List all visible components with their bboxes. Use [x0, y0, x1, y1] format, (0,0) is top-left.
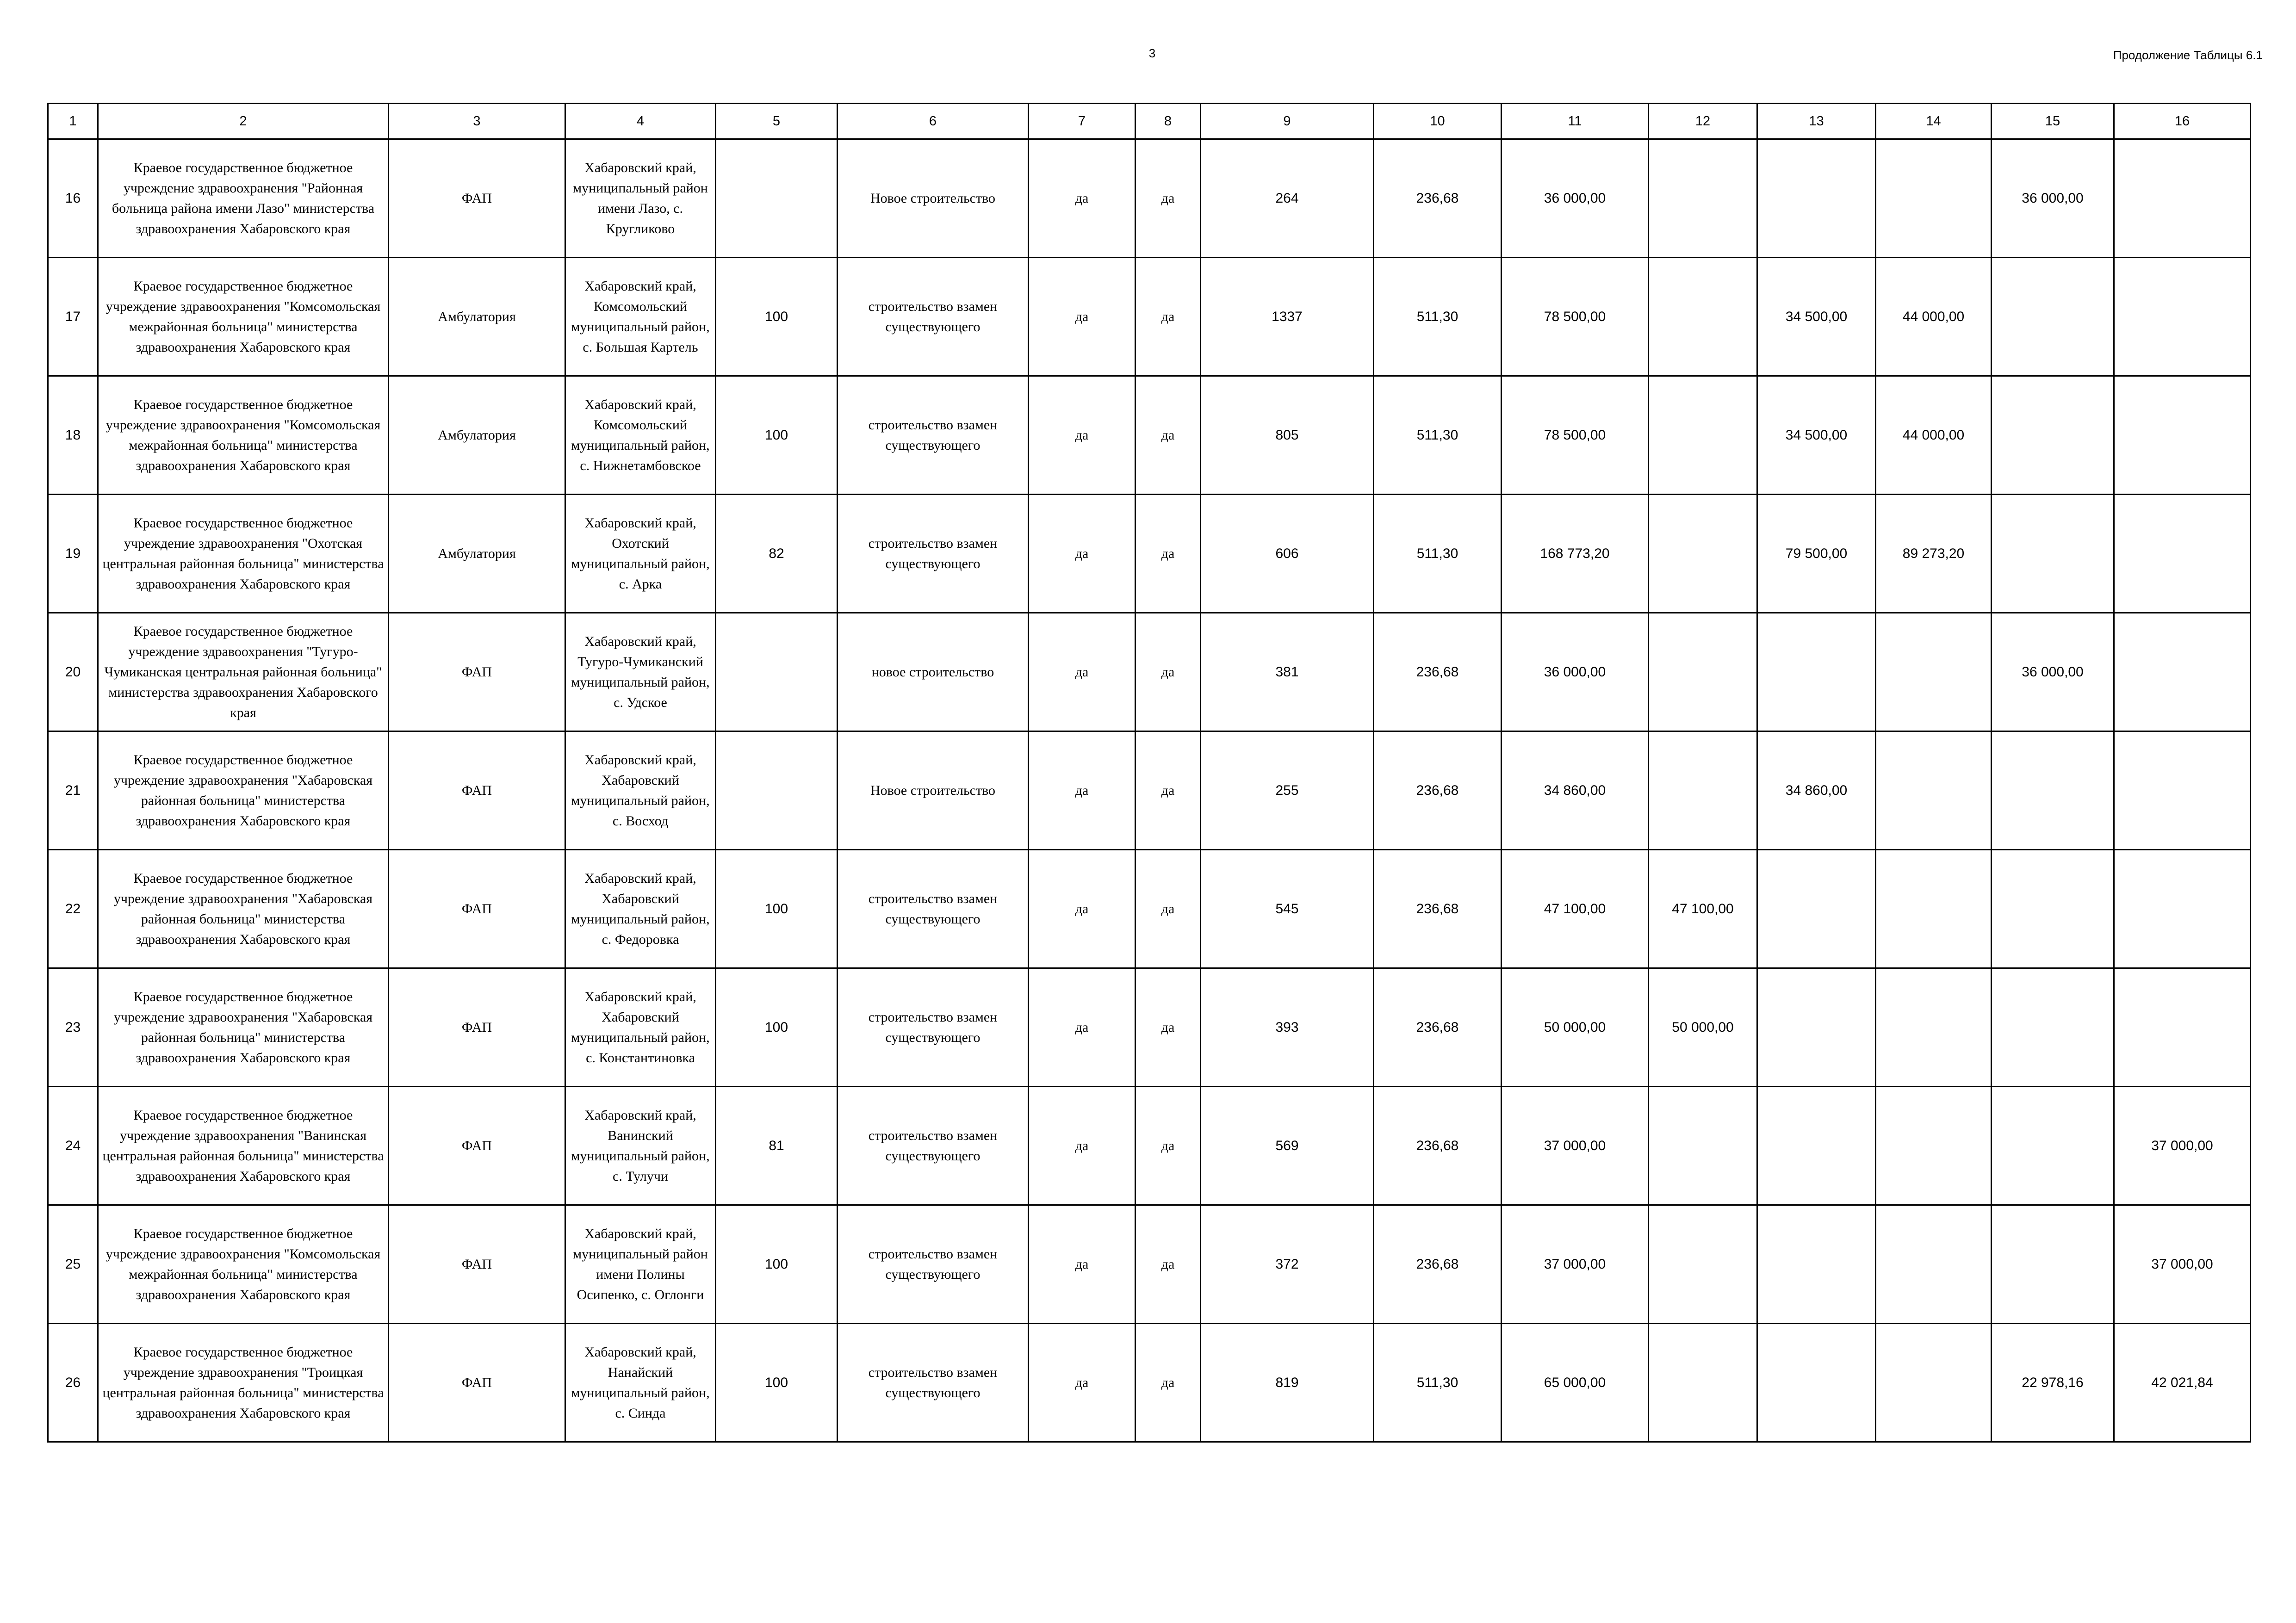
table-cell-col-1: 26 [48, 1324, 98, 1442]
table-row [48, 376, 2251, 495]
table-cell-col-2: Краевое государственное бюджетное учреждение здравоохранения "Хабаровская районная больница" министерства здравоохранения Хабаровского края [98, 850, 389, 968]
table-cell-col-1: 20 [48, 613, 98, 731]
table-cell-col-13: 34 500,00 [1757, 258, 1876, 376]
table-cell-col-3: ФАП [389, 613, 565, 731]
table-cell-col-9: 255 [1201, 731, 1374, 850]
table-cell-col-3: Амбулатория [389, 258, 565, 376]
table-cell-col-9: 264 [1201, 139, 1374, 258]
table-cell-col-11: 65 000,00 [1502, 1324, 1649, 1442]
table-cell-col-14 [1876, 731, 1992, 850]
table-cell-col-11: 36 000,00 [1502, 139, 1649, 258]
table-cell-col-15 [1992, 495, 2114, 613]
table-cell-col-4: Хабаровский край, Хабаровский муниципальный район, с. Константиновка [565, 968, 716, 1087]
table-cell-col-7: да [1029, 731, 1136, 850]
table-cell-col-5: 100 [716, 376, 838, 495]
table-cell-col-15: 36 000,00 [1992, 139, 2114, 258]
table-cell-col-15 [1992, 731, 2114, 850]
table-cell-col-12 [1649, 495, 1757, 613]
table-cell-col-9: 606 [1201, 495, 1374, 613]
table-cell-col-16 [2114, 376, 2251, 495]
table-cell-col-15 [1992, 850, 2114, 968]
table-cell-col-8: да [1136, 495, 1201, 613]
table-cell-col-10: 511,30 [1374, 495, 1502, 613]
table-cell-col-4: Хабаровский край, Охотский муниципальный район, с. Арка [565, 495, 716, 613]
table-cell-col-4: Хабаровский край, Нанайский муниципальный район, с. Синда [565, 1324, 716, 1442]
table-cell-col-6: строительство взамен существующего [838, 968, 1029, 1087]
table-cell-col-3: ФАП [389, 1087, 565, 1205]
table-row [48, 1087, 2251, 1205]
table-cell-col-1: 25 [48, 1205, 98, 1324]
table-cell-col-7: да [1029, 258, 1136, 376]
table-cell-col-2: Краевое государственное бюджетное учреждение здравоохранения "Районная больница района имени Лазо" министерства здравоохранения Хабаровского края [98, 139, 389, 258]
column-header-7: 7 [1029, 104, 1136, 139]
table-cell-col-9: 569 [1201, 1087, 1374, 1205]
table-row [48, 1324, 2251, 1442]
table-cell-col-8: да [1136, 1205, 1201, 1324]
table-cell-col-3: ФАП [389, 850, 565, 968]
table-cell-col-10: 236,68 [1374, 968, 1502, 1087]
table-cell-col-11: 78 500,00 [1502, 376, 1649, 495]
table-cell-col-14 [1876, 139, 1992, 258]
table-cell-col-4: Хабаровский край, муниципальный район имени Полины Осипенко, с. Оглонги [565, 1205, 716, 1324]
table-cell-col-16 [2114, 139, 2251, 258]
table-cell-col-12 [1649, 1087, 1757, 1205]
table-cell-col-6: строительство взамен существующего [838, 850, 1029, 968]
table-cell-col-7: да [1029, 850, 1136, 968]
table-cell-col-14 [1876, 968, 1992, 1087]
table-cell-col-4: Хабаровский край, Хабаровский муниципальный район, с. Федоровка [565, 850, 716, 968]
table-cell-col-5: 100 [716, 850, 838, 968]
table-cell-col-4: Хабаровский край, Комсомольский муниципальный район, с. Большая Картель [565, 258, 716, 376]
table-cell-col-13 [1757, 613, 1876, 731]
table-cell-col-1: 23 [48, 968, 98, 1087]
table-cell-col-7: да [1029, 968, 1136, 1087]
table-cell-col-2: Краевое государственное бюджетное учреждение здравоохранения "Хабаровская районная больница" министерства здравоохранения Хабаровского края [98, 731, 389, 850]
column-header-14: 14 [1876, 104, 1992, 139]
table-cell-col-11: 47 100,00 [1502, 850, 1649, 968]
table-cell-col-15: 36 000,00 [1992, 613, 2114, 731]
table-cell-col-16: 42 021,84 [2114, 1324, 2251, 1442]
table-cell-col-1: 16 [48, 139, 98, 258]
table-cell-col-15: 22 978,16 [1992, 1324, 2114, 1442]
table-cell-col-9: 393 [1201, 968, 1374, 1087]
table-cell-col-7: да [1029, 376, 1136, 495]
table-cell-col-5 [716, 613, 838, 731]
header-row [48, 104, 2251, 139]
column-header-13: 13 [1757, 104, 1876, 139]
table-cell-col-13 [1757, 139, 1876, 258]
table-cell-col-8: да [1136, 1324, 1201, 1442]
table-cell-col-5: 100 [716, 1324, 838, 1442]
table-cell-col-3: ФАП [389, 1324, 565, 1442]
table-cell-col-3: ФАП [389, 139, 565, 258]
table-cell-col-10: 236,68 [1374, 139, 1502, 258]
table-cell-col-5: 81 [716, 1087, 838, 1205]
table-cell-col-8: да [1136, 613, 1201, 731]
table-cell-col-12 [1649, 1205, 1757, 1324]
data-table [47, 103, 2251, 1443]
table-cell-col-15 [1992, 1205, 2114, 1324]
table-cell-col-1: 24 [48, 1087, 98, 1205]
table-cell-col-16 [2114, 613, 2251, 731]
table-cell-col-9: 545 [1201, 850, 1374, 968]
table-cell-col-9: 805 [1201, 376, 1374, 495]
table-cell-col-9: 1337 [1201, 258, 1374, 376]
table-cell-col-2: Краевое государственное бюджетное учреждение здравоохранения "Комсомольская межрайонная больница" министерства здравоохранения Хабаровского края [98, 1205, 389, 1324]
table-cell-col-12: 47 100,00 [1649, 850, 1757, 968]
table-cell-col-10: 511,30 [1374, 258, 1502, 376]
table-cell-col-15 [1992, 1087, 2114, 1205]
table-cell-col-2: Краевое государственное бюджетное учреждение здравоохранения "Комсомольская межрайонная больница" министерства здравоохранения Хабаровского края [98, 258, 389, 376]
table-cell-col-13: 79 500,00 [1757, 495, 1876, 613]
table-cell-col-12 [1649, 376, 1757, 495]
column-header-11: 11 [1502, 104, 1649, 139]
table-cell-col-10: 236,68 [1374, 1087, 1502, 1205]
table-cell-col-1: 18 [48, 376, 98, 495]
column-header-15: 15 [1992, 104, 2114, 139]
table-cell-col-1: 21 [48, 731, 98, 850]
table-cell-col-12: 50 000,00 [1649, 968, 1757, 1087]
table-cell-col-6: строительство взамен существующего [838, 495, 1029, 613]
table-cell-col-15 [1992, 968, 2114, 1087]
table-cell-col-8: да [1136, 376, 1201, 495]
table-cell-col-12 [1649, 1324, 1757, 1442]
table-cell-col-15 [1992, 258, 2114, 376]
table-cell-col-2: Краевое государственное бюджетное учреждение здравоохранения "Охотская центральная районная больница" министерства здравоохранения Хабаровского края [98, 495, 389, 613]
table-cell-col-12 [1649, 613, 1757, 731]
column-header-10: 10 [1374, 104, 1502, 139]
table-cell-col-9: 372 [1201, 1205, 1374, 1324]
table-cell-col-16 [2114, 850, 2251, 968]
table-row [48, 1205, 2251, 1324]
table-cell-col-10: 511,30 [1374, 1324, 1502, 1442]
table-cell-col-14 [1876, 1087, 1992, 1205]
table-cell-col-9: 819 [1201, 1324, 1374, 1442]
table-cell-col-2: Краевое государственное бюджетное учреждение здравоохранения "Хабаровская районная больница" министерства здравоохранения Хабаровского края [98, 968, 389, 1087]
table-row [48, 731, 2251, 850]
table-cell-col-14: 44 000,00 [1876, 376, 1992, 495]
table-cell-col-2: Краевое государственное бюджетное учреждение здравоохранения "Комсомольская межрайонная больница" министерства здравоохранения Хабаровского края [98, 376, 389, 495]
table-cell-col-8: да [1136, 139, 1201, 258]
table-cell-col-1: 17 [48, 258, 98, 376]
table-cell-col-14 [1876, 1324, 1992, 1442]
table-cell-col-3: Амбулатория [389, 495, 565, 613]
table-row [48, 258, 2251, 376]
table-cell-col-8: да [1136, 968, 1201, 1087]
table-cell-col-8: да [1136, 731, 1201, 850]
table-cell-col-2: Краевое государственное бюджетное учреждение здравоохранения "Тугуро-Чумиканская центральная районная больница" министерства здравоохранения Хабаровского края [98, 613, 389, 731]
column-header-6: 6 [838, 104, 1029, 139]
table-cell-col-10: 236,68 [1374, 613, 1502, 731]
table-cell-col-6: новое строительство [838, 613, 1029, 731]
table-cell-col-4: Хабаровский край, муниципальный район имени Лазо, с. Кругликово [565, 139, 716, 258]
column-header-4: 4 [565, 104, 716, 139]
table-cell-col-8: да [1136, 850, 1201, 968]
table-cell-col-4: Хабаровский край, Хабаровский муниципальный район, с. Восход [565, 731, 716, 850]
table-cell-col-13: 34 860,00 [1757, 731, 1876, 850]
table-caption: Продолжение Таблицы 6.1 [2113, 48, 2263, 62]
table-cell-col-2: Краевое государственное бюджетное учреждение здравоохранения "Ванинская центральная районная больница" министерства здравоохранения Хабаровского края [98, 1087, 389, 1205]
table-cell-col-15 [1992, 376, 2114, 495]
table-cell-col-1: 19 [48, 495, 98, 613]
table-row [48, 968, 2251, 1087]
table-cell-col-12 [1649, 139, 1757, 258]
table-cell-col-16 [2114, 968, 2251, 1087]
table-cell-col-10: 511,30 [1374, 376, 1502, 495]
table-cell-col-5: 82 [716, 495, 838, 613]
table-cell-col-11: 37 000,00 [1502, 1205, 1649, 1324]
table-cell-col-6: строительство взамен существующего [838, 1087, 1029, 1205]
table-row [48, 139, 2251, 258]
table-cell-col-5 [716, 139, 838, 258]
table-cell-col-13 [1757, 1324, 1876, 1442]
column-header-1: 1 [48, 104, 98, 139]
table-cell-col-11: 36 000,00 [1502, 613, 1649, 731]
table-cell-col-10: 236,68 [1374, 1205, 1502, 1324]
table-cell-col-6: строительство взамен существующего [838, 376, 1029, 495]
table-cell-col-5 [716, 731, 838, 850]
table-cell-col-11: 34 860,00 [1502, 731, 1649, 850]
table-cell-col-14: 44 000,00 [1876, 258, 1992, 376]
table-cell-col-12 [1649, 731, 1757, 850]
table-cell-col-4: Хабаровский край, Ванинский муниципальный район, с. Тулучи [565, 1087, 716, 1205]
table-cell-col-9: 381 [1201, 613, 1374, 731]
table-cell-col-16 [2114, 495, 2251, 613]
table-row [48, 495, 2251, 613]
table-cell-col-8: да [1136, 1087, 1201, 1205]
table-cell-col-7: да [1029, 613, 1136, 731]
table-cell-col-11: 37 000,00 [1502, 1087, 1649, 1205]
table-cell-col-16 [2114, 258, 2251, 376]
table-cell-col-4: Хабаровский край, Комсомольский муниципальный район, с. Нижнетамбовское [565, 376, 716, 495]
table-cell-col-14: 89 273,20 [1876, 495, 1992, 613]
table-cell-col-7: да [1029, 139, 1136, 258]
table-cell-col-16 [2114, 731, 2251, 850]
table-cell-col-3: ФАП [389, 731, 565, 850]
table-cell-col-13 [1757, 1087, 1876, 1205]
table-cell-col-16: 37 000,00 [2114, 1087, 2251, 1205]
table-cell-col-4: Хабаровский край, Тугуро-Чумиканский муниципальный район, с. Удское [565, 613, 716, 731]
table-cell-col-13 [1757, 968, 1876, 1087]
table-body [48, 139, 2251, 1442]
table-cell-col-14 [1876, 613, 1992, 731]
column-header-8: 8 [1136, 104, 1201, 139]
table-cell-col-13 [1757, 850, 1876, 968]
table-cell-col-1: 22 [48, 850, 98, 968]
column-header-2: 2 [98, 104, 389, 139]
column-header-16: 16 [2114, 104, 2251, 139]
table-cell-col-14 [1876, 850, 1992, 968]
table-cell-col-6: строительство взамен существующего [838, 1205, 1029, 1324]
table-cell-col-13 [1757, 1205, 1876, 1324]
table-cell-col-13: 34 500,00 [1757, 376, 1876, 495]
table-cell-col-14 [1876, 1205, 1992, 1324]
table-cell-col-3: ФАП [389, 968, 565, 1087]
table-cell-col-6: строительство взамен существующего [838, 258, 1029, 376]
table-row [48, 613, 2251, 731]
table-cell-col-7: да [1029, 495, 1136, 613]
table-cell-col-12 [1649, 258, 1757, 376]
table-cell-col-6: строительство взамен существующего [838, 1324, 1029, 1442]
table-cell-col-5: 100 [716, 258, 838, 376]
table-cell-col-6: Новое строительство [838, 139, 1029, 258]
table-cell-col-5: 100 [716, 968, 838, 1087]
table-row [48, 850, 2251, 968]
table-cell-col-5: 100 [716, 1205, 838, 1324]
table-cell-col-7: да [1029, 1087, 1136, 1205]
table-cell-col-3: Амбулатория [389, 376, 565, 495]
column-header-3: 3 [389, 104, 565, 139]
table-cell-col-11: 168 773,20 [1502, 495, 1649, 613]
page-number: 3 [1148, 46, 1156, 60]
table-cell-col-7: да [1029, 1205, 1136, 1324]
table-cell-col-7: да [1029, 1324, 1136, 1442]
column-header-9: 9 [1201, 104, 1374, 139]
table-cell-col-10: 236,68 [1374, 850, 1502, 968]
table-cell-col-2: Краевое государственное бюджетное учреждение здравоохранения "Троицкая центральная районная больница" министерства здравоохранения Хабаровского края [98, 1324, 389, 1442]
table-cell-col-6: Новое строительство [838, 731, 1029, 850]
table-cell-col-16: 37 000,00 [2114, 1205, 2251, 1324]
column-header-5: 5 [716, 104, 838, 139]
column-header-12: 12 [1649, 104, 1757, 139]
table-cell-col-11: 50 000,00 [1502, 968, 1649, 1087]
table-cell-col-11: 78 500,00 [1502, 258, 1649, 376]
table-cell-col-10: 236,68 [1374, 731, 1502, 850]
table-cell-col-3: ФАП [389, 1205, 565, 1324]
table-cell-col-8: да [1136, 258, 1201, 376]
